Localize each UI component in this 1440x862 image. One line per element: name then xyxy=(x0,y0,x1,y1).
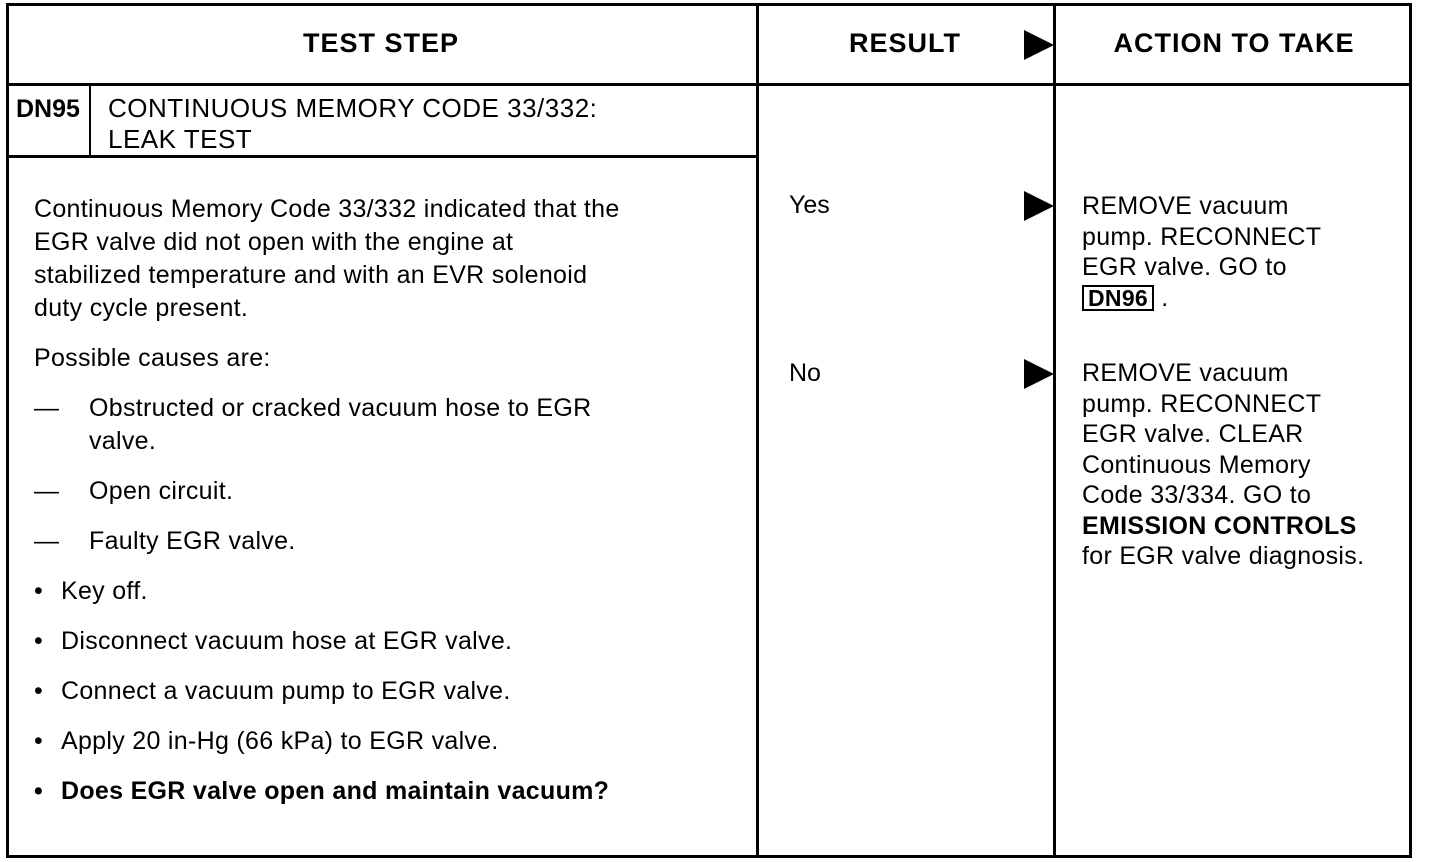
intro-line3: stabilized temperature and with an EVR solenoid xyxy=(34,261,588,289)
header-test-step: TEST STEP xyxy=(302,28,460,58)
action-yes-period: . xyxy=(1154,283,1169,312)
cause1-line1: Obstructed or cracked vacuum hose to EGR xyxy=(89,394,592,422)
step-item xyxy=(34,725,734,758)
question-item xyxy=(34,775,734,808)
action-no-line4: Continuous Memory xyxy=(1082,450,1311,479)
column-divider-2 xyxy=(1053,3,1056,858)
cause-item xyxy=(34,525,734,558)
header-arrow-icon xyxy=(1024,30,1054,60)
step-title-line2: LEAK TEST xyxy=(108,124,253,154)
step-title-divider xyxy=(6,155,758,158)
step-title-line1: CONTINUOUS MEMORY CODE 33/332: xyxy=(108,93,598,123)
bullet-mark: • xyxy=(34,727,44,755)
dash-mark: — xyxy=(34,527,60,555)
action-yes-line3: EGR valve. GO to xyxy=(1082,253,1287,281)
header-divider xyxy=(6,83,1412,86)
cause3-text: Faulty EGR valve. xyxy=(89,527,296,555)
step1-text: Key off. xyxy=(61,577,148,605)
bullet-mark: • xyxy=(34,677,44,705)
result-yes-arrow-icon xyxy=(1024,191,1054,221)
bullet-mark: • xyxy=(34,777,44,805)
action-no-line6: EMISSION CONTROLS xyxy=(1082,511,1357,540)
step-reference-dn96[interactable]: DN96 xyxy=(1082,285,1154,311)
step4-text: Apply 20 in-Hg (66 kPa) to EGR valve. xyxy=(61,727,499,755)
step2-text: Disconnect vacuum hose at EGR valve. xyxy=(61,627,513,655)
step-item xyxy=(34,575,734,608)
bullet-mark: • xyxy=(34,627,44,655)
cause1-line2: valve. xyxy=(89,427,157,455)
dash-mark: — xyxy=(34,394,60,422)
test-step-body xyxy=(34,193,734,808)
cause-item xyxy=(34,392,734,458)
result-no-arrow-icon xyxy=(1024,359,1054,389)
question-text: Does EGR valve open and maintain vacuum? xyxy=(61,777,610,805)
header-action: ACTION TO TAKE xyxy=(1113,28,1355,58)
intro-line4: duty cycle present. xyxy=(34,294,249,322)
action-no xyxy=(1082,358,1402,572)
action-yes-line2: pump. RECONNECT xyxy=(1082,222,1322,251)
step-id: DN95 xyxy=(16,95,80,123)
action-no-line5: Code 33/334. GO to xyxy=(1082,481,1312,509)
action-yes xyxy=(1082,191,1402,313)
result-no: No xyxy=(789,359,821,387)
intro-line1: Continuous Memory Code 33/332 indicated that the xyxy=(34,195,620,223)
cause2-text: Open circuit. xyxy=(89,477,234,505)
result-yes: Yes xyxy=(789,191,830,219)
step-title xyxy=(108,93,597,155)
action-no-line3: EGR valve. CLEAR xyxy=(1082,420,1304,448)
column-divider-1 xyxy=(756,3,759,858)
step3-text: Connect a vacuum pump to EGR valve. xyxy=(61,677,511,705)
dash-mark: — xyxy=(34,477,60,505)
intro-line2: EGR valve did not open with the engine at xyxy=(34,228,514,256)
step-item xyxy=(34,625,734,658)
action-no-line1: REMOVE vacuum xyxy=(1082,359,1289,387)
header-result: RESULT xyxy=(849,28,961,58)
action-yes-line4 xyxy=(1082,283,1402,314)
causes-intro: Possible causes are: xyxy=(34,344,271,372)
action-no-line7: for EGR valve diagnosis. xyxy=(1082,542,1365,570)
cause-item xyxy=(34,475,734,508)
step-id-divider xyxy=(89,85,91,157)
step-item xyxy=(34,675,734,708)
action-yes-line1: REMOVE vacuum xyxy=(1082,192,1289,220)
action-no-line2: pump. RECONNECT xyxy=(1082,389,1322,418)
intro-paragraph xyxy=(34,193,734,325)
bullet-mark: • xyxy=(34,577,44,605)
